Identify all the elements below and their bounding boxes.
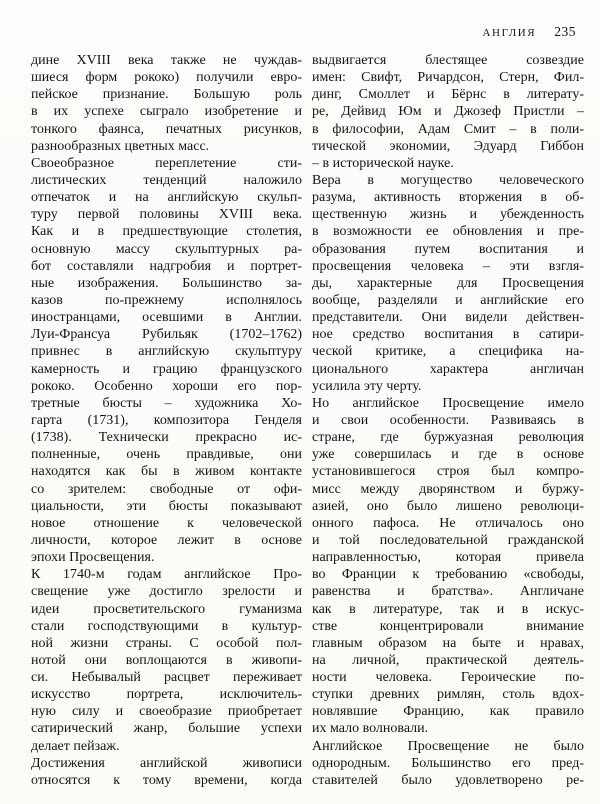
text-line: третные бюсты – художника Хо-	[31, 395, 302, 411]
text-line: главным образом на быте и нравах,	[312, 635, 584, 651]
text-line: тической экономии, Эдуард Гиббон	[312, 138, 584, 154]
text-line: и той последовательной гражданской	[312, 532, 584, 548]
text-line: в их успехе сыграло изобретение и	[31, 104, 302, 120]
text-line: ности человека. Героические по-	[312, 670, 584, 686]
text-line: туру первой половины XVIII века.	[31, 207, 302, 223]
text-line: разума, активность вторжения в об-	[312, 190, 584, 206]
text-line: во Франции к требованию «свободы,	[312, 567, 584, 583]
text-line: направленностью, которая привела	[312, 550, 584, 566]
text-line: основную массу скульптурных ра-	[31, 241, 302, 257]
text-line: К 1740-м годам английское Про-	[31, 567, 302, 583]
text-line: образования путем воспитания и	[312, 241, 584, 257]
text-line: гарта (1731), композитора Генделя	[31, 412, 302, 428]
text-line: делает пейзаж.	[31, 738, 120, 754]
text-line: мисс между дворянством и буржу-	[312, 481, 584, 497]
text-line: разнообразных цветных масс.	[31, 138, 210, 154]
text-line: находятся как бы в живом контакте	[31, 464, 302, 480]
text-line: Английское Просвещение не было	[312, 738, 584, 754]
text-line: относятся к тому времени, когда	[31, 772, 302, 788]
text-line: стве концентрировали внимание	[312, 618, 584, 634]
text-line: нотой они воплощаются в живопи-	[31, 652, 302, 668]
text-line: в возможности ее обновления и пре-	[312, 224, 584, 240]
text-line: ную силу и своеобразие приобретает	[31, 704, 302, 720]
text-column-right	[312, 52, 584, 789]
text-line: щественную жизнь и убежденность	[312, 207, 584, 223]
paragraph	[312, 395, 584, 738]
text-line: тонкого фаянса, печатных рисунков,	[31, 121, 302, 137]
text-line: отпечаток и на английскую скульп-	[31, 190, 302, 206]
two-column-text-block	[31, 52, 584, 789]
text-line: их мало волновали.	[312, 721, 429, 737]
text-line: ционального характера англичан	[312, 361, 584, 377]
paragraph	[31, 755, 302, 789]
text-line: как в литературе, так и в искус-	[312, 601, 584, 617]
text-line: бот составляли надгробия и портрет-	[31, 258, 302, 274]
text-line: привнес в английскую скульптуру	[31, 344, 302, 360]
text-line: однородным. Большинство его пред-	[312, 755, 584, 771]
text-line: Вера в могущество человеческого	[312, 172, 584, 188]
text-line: со зрителем: свободные от офи-	[31, 481, 302, 497]
text-line: циальности, эти бюсты показывают	[31, 498, 302, 514]
text-line: ставителей было удовлетворено ре-	[312, 772, 584, 788]
text-line: Достижения английской живописи	[31, 755, 302, 771]
text-line: казов по-прежнему исполнялось	[31, 292, 302, 308]
text-line: Но английское Просвещение имело	[312, 395, 584, 411]
text-line: уже совершилась и где в основе	[312, 447, 584, 463]
paragraph	[31, 566, 302, 755]
text-line: имен: Свифт, Ричардсон, Стерн, Фил-	[312, 70, 584, 86]
text-line: си. Небывалый расцвет переживает	[31, 670, 302, 686]
text-line: ре, Дейвид Юм и Джозеф Пристли –	[312, 104, 584, 120]
text-line: ческой критике, а специфика на-	[312, 344, 584, 360]
text-column-left	[31, 52, 302, 789]
text-line: просвещения человека – эти взгля-	[312, 258, 584, 274]
text-line: ные изображения. Большинство за-	[31, 275, 302, 291]
paragraph	[312, 52, 584, 172]
text-line: новое отношение к человеческой	[31, 515, 302, 531]
text-line: пейское признание. Большую роль	[31, 87, 302, 103]
text-line: полненные, очень правдивые, они	[31, 447, 302, 463]
text-line: представители. Они видели действен-	[312, 310, 584, 326]
text-line: ды, характерные для Просвещения	[312, 275, 584, 291]
text-line: идеи просветительского гуманизма	[31, 601, 302, 617]
text-line: в философии, Адам Смит – в поли-	[312, 121, 584, 137]
text-line: Как и в предшествующие столетия,	[31, 224, 302, 240]
text-line: и свои особенности. Развиваясь в	[312, 412, 584, 428]
text-line: ступки древних римлян, столь вдох-	[312, 687, 584, 703]
page-number: 235	[554, 24, 576, 39]
text-line: дине XVIII века также не чуждав-	[31, 53, 302, 68]
text-line: камерность и грацию французского	[31, 361, 302, 377]
paragraph	[312, 738, 584, 789]
text-line: равенства и братства». Англичане	[312, 584, 584, 600]
text-line: свещение уже достигло зрелости и	[31, 584, 302, 600]
text-line: вообще, разделяли и английские его	[312, 292, 584, 308]
text-line: новлявшие Францию, как правило	[312, 704, 584, 720]
text-line: рококо. Особенно хороши его пор-	[31, 378, 302, 394]
text-line: динг, Смоллет и Бёрнс в литерату-	[312, 87, 584, 103]
text-line: на личной, практической деятель-	[312, 652, 584, 668]
paragraph	[312, 172, 584, 395]
text-line: ное средство воспитания в сатири-	[312, 327, 584, 343]
text-line: Луи-Франсуа Рубильяк (1702–1762)	[31, 327, 302, 343]
text-line: (1738). Технически прекрасно ис-	[31, 430, 302, 446]
text-line: иностранцами, осевшими в Англии.	[31, 310, 302, 326]
text-line: – в исторической науке.	[312, 155, 454, 171]
text-line: ной жизни страны. С особой пол-	[31, 635, 302, 651]
text-line: личности, которое лежит в основе	[31, 532, 302, 548]
running-title: АНГЛИЯ	[482, 27, 537, 39]
text-line: эпохи Просвещения.	[31, 550, 155, 566]
paragraph	[31, 52, 302, 155]
text-line: стране, где буржуазная революция	[312, 430, 584, 446]
text-line: шиеся форм рококо) получили евро-	[31, 70, 302, 86]
text-line: сатирический жанр, большие успехи	[31, 721, 302, 737]
text-line: стали господствующими в культур-	[31, 618, 302, 634]
text-line: искусство портрета, исключитель-	[31, 687, 302, 703]
text-line: онного пафоса. Не отличалось оно	[312, 515, 584, 531]
text-line: азией, оно было лишено революци-	[312, 498, 584, 514]
text-line: усилила эту черту.	[312, 378, 422, 394]
text-line: установившегося строя был компро-	[312, 464, 584, 480]
text-line: Своеобразное переплетение сти-	[31, 155, 302, 171]
running-head	[31, 24, 584, 39]
text-line: листических тенденций наложило	[31, 172, 302, 188]
paragraph	[31, 155, 302, 566]
text-line: выдвигается блестящее созвездие	[312, 53, 584, 68]
